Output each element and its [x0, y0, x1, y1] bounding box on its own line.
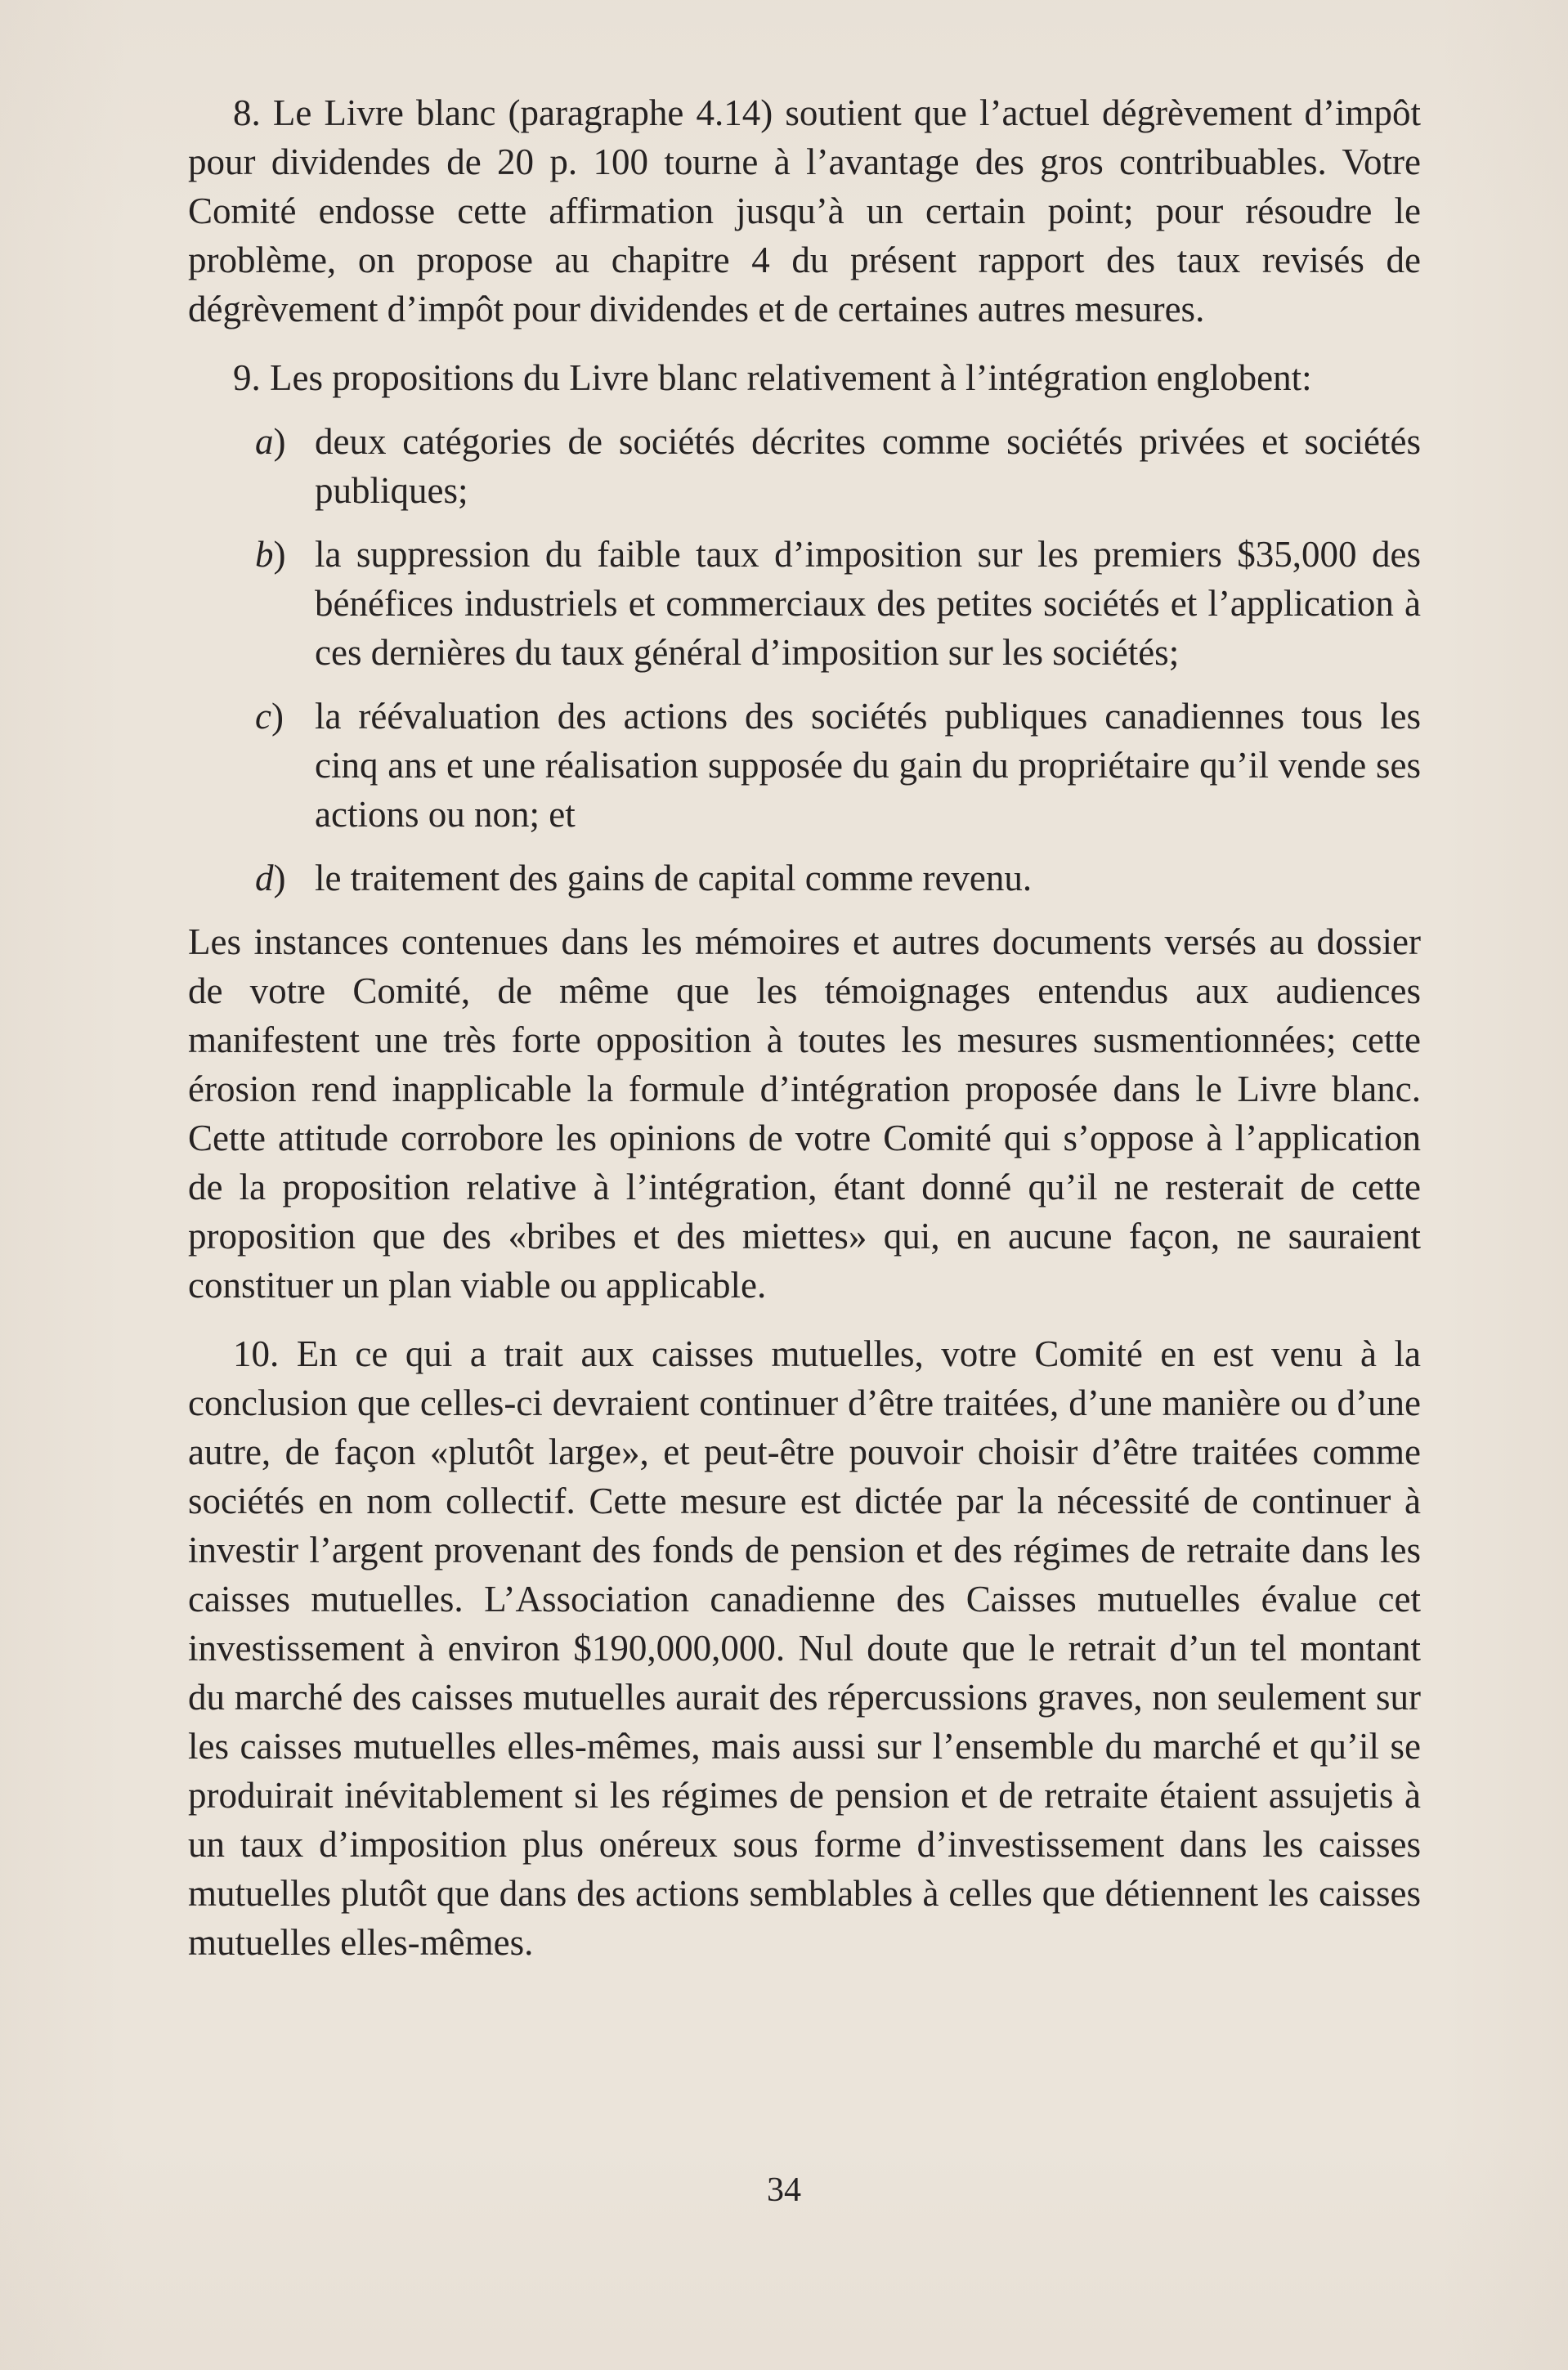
- body-text: [188, 88, 1421, 1967]
- list-marker: a): [255, 421, 286, 462]
- page-number: 34: [767, 2171, 801, 2209]
- paragraph-10: 10. En ce qui a trait aux caisses mutuelles, votre Comité en est venu à la conclusion que celles-ci devraient continuer d’être traitées, d’une manière ou d’une autre, de façon «plutôt large», et peut-être pouvoir choisir d’être traitées comme sociétés en nom collectif. Cette mesure est dictée par la nécessité de continuer à investir l’argent provenant des fonds de pension et des régimes de retraite dans les caisses mutuelles. L’Association canadienne des Caisses mutuelles évalue cet investissement à environ $190,000,000. Nul doute que le retrait d’un tel montant du marché des caisses mutuelles aurait des répercussions graves, non seulement sur les caisses mutuelles elles-mêmes, mais aussi sur l’ensemble du marché et qu’il se produirait inévitablement si les régimes de pension et de retraite étaient assujetis à un taux d’imposition plus onéreux sous forme d’investissement dans les caisses mutuelles plutôt que dans des actions semblables à celles que détiennent les caisses mutuelles elles-mêmes.: [188, 1333, 1421, 1963]
- list-marker: c): [255, 696, 284, 737]
- paragraph-9-intro: 9. Les propositions du Livre blanc relativement à l’intégration englobent:: [233, 357, 1312, 398]
- list-marker: b): [255, 534, 286, 575]
- list-item-a: [188, 417, 1421, 515]
- list-item-b: [188, 530, 1421, 677]
- list-item-text: le traitement des gains de capital comme revenu.: [315, 858, 1033, 898]
- list-item-c: [188, 692, 1421, 839]
- list-item-text: la suppression du faible taux d’imposition sur les premiers $35,000 des bénéfices industriels et commerciaux des petites sociétés et l’application à ces dernières du taux général d’imposition sur les sociétés;: [315, 534, 1421, 673]
- list-marker: d): [255, 858, 286, 898]
- paragraph-9-conclusion: Les instances contenues dans les mémoires et autres documents versés au dossier de votre Comité, de même que les témoignages entendus aux audiences manifestent une très forte opposition à toutes les mesures susmentionnées; cette érosion rend inapplicable la formule d’intégration proposée dans le Livre blanc. Cette attitude corrobore les opinions de votre Comité qui s’oppose à l’application de la proposition relative à l’intégration, étant donné qu’il ne resterait de cette proposition que des «bribes et des miettes» qui, en aucune façon, ne sauraient constituer un plan viable ou applicable.: [188, 921, 1421, 1306]
- list-item-text: deux catégories de sociétés décrites comme sociétés privées et sociétés publiques;: [315, 421, 1421, 511]
- list-item-text: la réévaluation des actions des sociétés publiques canadiennes tous les cinq ans et une réalisation supposée du gain du propriétaire qu’il vende ses actions ou non; et: [315, 696, 1421, 835]
- paragraph-8: 8. Le Livre blanc (paragraphe 4.14) soutient que l’actuel dégrèvement d’impôt pour dividendes de 20 p. 100 tourne à l’avantage des gros contribuables. Votre Comité endosse cette affirmation jusqu’à un certain point; pour résoudre le problème, on propose au chapitre 4 du présent rapport des taux revisés de dégrèvement d’impôt pour dividendes et de certaines autres mesures.: [188, 92, 1421, 329]
- list-item-d: [188, 853, 1421, 903]
